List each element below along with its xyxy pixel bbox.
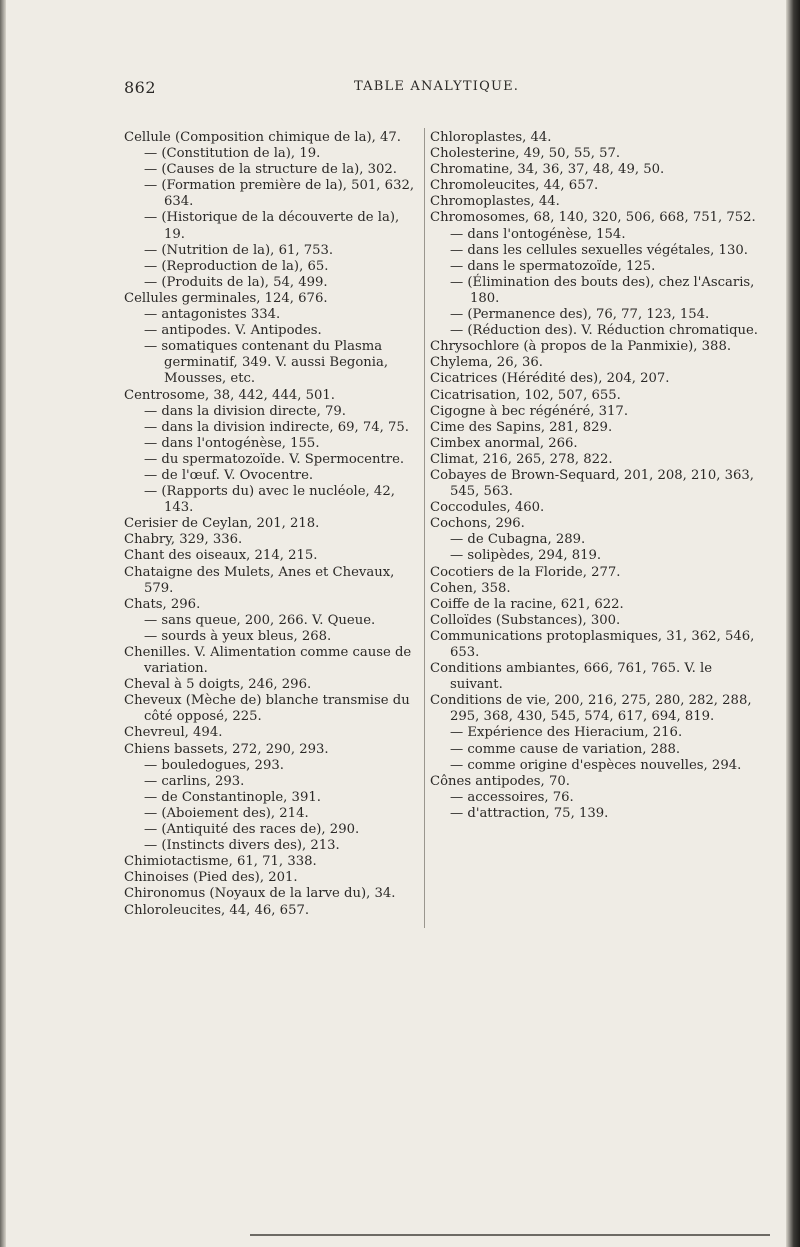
index-entry: Chiens bassets, 272, 290, 293. <box>124 741 329 757</box>
index-entry: Chromatine, 34, 36, 37, 48, 49, 50. <box>430 162 665 178</box>
index-entry: — (Élimination des bouts des), chez l'Ascaris, 180. <box>450 274 755 306</box>
index-entry: — somatiques contenant du Plasma germinatif, 349. V. aussi Begonia, Mousses, etc. <box>144 339 389 387</box>
index-entry: Chevreul, 494. <box>124 725 223 741</box>
index-entry: Chironomus (Noyaux de la larve du), 34. <box>124 886 396 902</box>
index-entry: Colloïdes (Substances), 300. <box>430 612 621 628</box>
index-column-right <box>430 130 760 822</box>
index-entry: Coiffe de la racine, 621, 622. <box>430 596 624 612</box>
page-number: 862 <box>124 78 157 97</box>
index-entry: Chloroplastes, 44. <box>430 130 552 145</box>
index-entry: — (Constitution de la), 19. <box>144 146 321 162</box>
index-entry: Chabry, 329, 336. <box>124 532 243 548</box>
index-entry: — de Constantinople, 391. <box>144 789 321 805</box>
index-entry: — du spermatozoïde. V. Spermocentre. <box>144 451 405 467</box>
index-entry: Chant des oiseaux, 214, 215. <box>124 548 318 564</box>
index-entry: Chenilles. V. Alimentation comme cause de variation. <box>124 645 412 677</box>
index-entry: — dans la division directe, 79. <box>144 403 346 419</box>
page-header <box>124 78 758 102</box>
index-entry: Chataigne des Mulets, Anes et Chevaux, 579. <box>124 564 395 596</box>
index-entry: Cellule (Composition chimique de la), 47. <box>124 130 401 145</box>
index-entry: — (Formation première de la), 501, 632, 634. <box>144 178 415 210</box>
index-entry: Cellules germinales, 124, 676. <box>124 290 328 306</box>
index-entry: Cônes antipodes, 70. <box>430 773 570 789</box>
index-entry: Cholesterine, 49, 50, 55, 57. <box>430 146 621 162</box>
index-entry: Chrysochlore (à propos de la Panmixie), 388. <box>430 339 732 355</box>
index-entry: — sans queue, 200, 266. V. Queue. <box>144 612 376 628</box>
index-entry: — comme origine d'espèces nouvelles, 294. <box>450 757 742 773</box>
index-entry: — (Permanence des), 76, 77, 123, 154. <box>450 307 710 323</box>
index-entry: Cime des Sapins, 281, 829. <box>430 419 613 435</box>
index-entry: Communications protoplasmiques, 31, 362, 546, 653. <box>430 628 755 660</box>
index-entry: Cicatrisation, 102, 507, 655. <box>430 387 621 403</box>
index-entry: Cobayes de Brown-Sequard, 201, 208, 210, 363, 545, 563. <box>430 467 754 500</box>
index-entry: — (Réduction des). V. Réduction chromatique. <box>450 323 758 339</box>
index-entry: Chromoleucites, 44, 657. <box>430 178 599 194</box>
index-entry: Cheveux (Mèche de) blanche transmise du côté opposé, 225. <box>124 693 410 725</box>
index-entry: — dans l'ontogénèse, 154. <box>450 226 626 242</box>
index-entry: — carlins, 293. <box>144 773 245 789</box>
index-entry: Conditions ambiantes, 666, 761, 765. V. le suivant. <box>430 661 713 693</box>
index-entry: Cocotiers de la Floride, 277. <box>430 564 621 580</box>
index-entry: Chats, 296. <box>124 596 201 612</box>
page-edge-shadow-right <box>786 0 800 1247</box>
index-entry: — (Nutrition de la), 61, 753. <box>144 242 334 258</box>
index-entry: — de l'œuf. V. Ovocentre. <box>144 467 314 483</box>
index-entry: Chylema, 26, 36. <box>430 355 543 371</box>
index-entry: Chloroleucites, 44, 46, 657. <box>124 902 310 918</box>
index-entry: Chimiotactisme, 61, 71, 338. <box>124 854 317 870</box>
index-entry: — dans le spermatozoïde, 125. <box>450 258 656 274</box>
running-title: TABLE ANALYTIQUE. <box>354 79 520 94</box>
index-entry: — dans les cellules sexuelles végétales, 130. <box>450 242 748 258</box>
index-entry: — antagonistes 334. <box>144 307 281 323</box>
index-entry: — dans la division indirecte, 69, 74, 75. <box>144 419 409 435</box>
index-entry: Cochons, 296. <box>430 516 525 532</box>
index-entry: Chromosomes, 68, 140, 320, 506, 668, 751, 752. <box>430 210 756 226</box>
index-entry: — (Reproduction de la), 65. <box>144 258 329 274</box>
index-entry: — (Produits de la), 54, 499. <box>144 274 328 290</box>
page-edge-shadow-left <box>0 0 6 1247</box>
index-entry: Cerisier de Ceylan, 201, 218. <box>124 516 320 532</box>
index-entry: Conditions de vie, 200, 216, 275, 280, 282, 288, 295, 368, 430, 545, 574, 617, 694, 819. <box>430 693 752 725</box>
index-entry: — accessoires, 76. <box>450 789 574 805</box>
index-entry: — de Cubagna, 289. <box>450 532 586 548</box>
index-entry: — bouledogues, 293. <box>144 757 284 773</box>
index-entry: Cheval à 5 doigts, 246, 296. <box>124 677 312 693</box>
index-entry: Cimbex anormal, 266. <box>430 435 578 451</box>
index-entry: Coccodules, 460. <box>430 500 545 516</box>
index-entry: — Expérience des Hieracium, 216. <box>450 725 683 741</box>
index-entry: — comme cause de variation, 288. <box>450 741 681 757</box>
index-entry: Centrosome, 38, 442, 444, 501. <box>124 387 335 403</box>
bottom-edge-rule <box>250 1234 770 1236</box>
index-entry: — (Aboiement des), 214. <box>144 805 309 821</box>
index-entry: Cicatrices (Hérédité des), 204, 207. <box>430 371 670 387</box>
index-entry: Cohen, 358. <box>430 580 511 596</box>
index-entry: Chinoises (Pied des), 201. <box>124 870 298 886</box>
index-entry: — (Historique de la découverte de la), 19. <box>144 210 400 242</box>
index-entry: — antipodes. V. Antipodes. <box>144 323 322 339</box>
index-column-left <box>124 130 420 919</box>
index-entry: — solipèdes, 294, 819. <box>450 548 602 564</box>
index-entry: Cigogne à bec régénéré, 317. <box>430 403 629 419</box>
index-entry: Chromoplastes, 44. <box>430 194 560 210</box>
index-entry: — (Rapports du) avec le nucléole, 42, 143. <box>144 484 395 516</box>
index-entry: Climat, 216, 265, 278, 822. <box>430 451 613 467</box>
index-entry: — (Instincts divers des), 213. <box>144 838 340 854</box>
index-entry: — (Antiquité des races de), 290. <box>144 822 360 838</box>
index-entry: — dans l'ontogénèse, 155. <box>144 435 320 451</box>
column-divider <box>424 128 425 928</box>
index-entry: — sourds à yeux bleus, 268. <box>144 628 332 644</box>
index-entry: — d'attraction, 75, 139. <box>450 805 609 821</box>
index-entry: — (Causes de la structure de la), 302. <box>144 162 397 178</box>
